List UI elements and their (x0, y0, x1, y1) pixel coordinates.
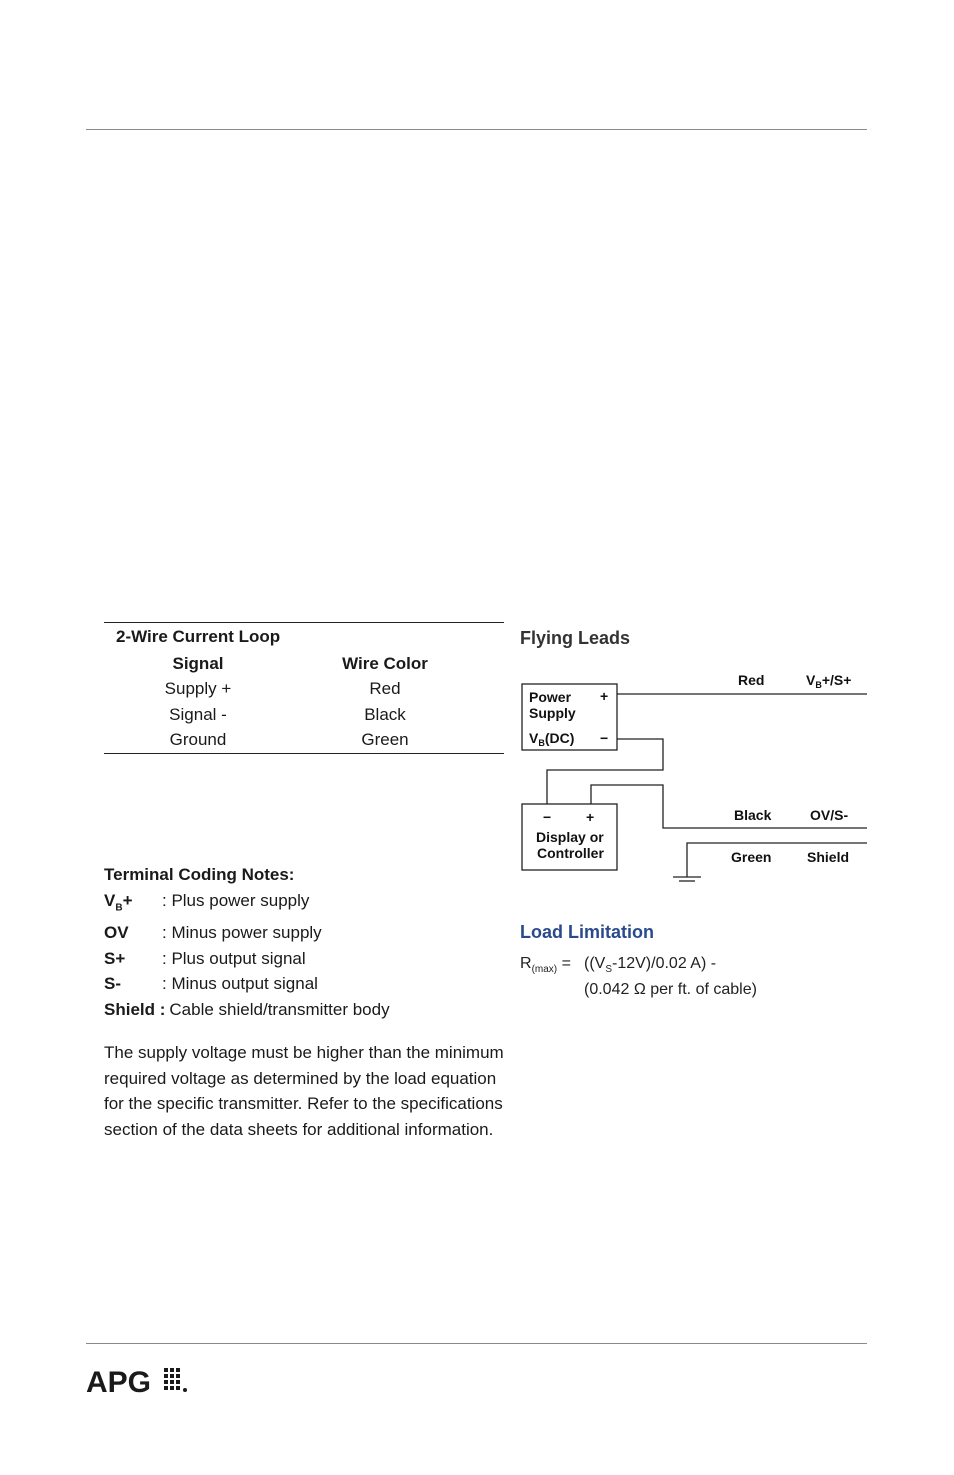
note-item (104, 888, 514, 921)
cell-signal: Ground (169, 730, 227, 750)
note-key: S+ (104, 948, 126, 968)
wire-terminal-ov: OV/S- (810, 807, 849, 823)
table-row (104, 728, 504, 754)
display-label-line1: Display or (536, 829, 604, 845)
power-supply-minus: − (600, 730, 609, 746)
note-desc: : Minus output signal (162, 974, 318, 994)
table-row (104, 677, 504, 703)
wire-terminal-shield: Shield (807, 849, 850, 865)
apg-logo-text: APG (86, 1366, 152, 1398)
table-row (104, 702, 504, 728)
cell-wire-color: Green (361, 730, 409, 750)
note-key: Shield : (104, 999, 166, 1019)
load-limitation-title: Load Limitation (520, 922, 654, 942)
note-key: S- (104, 974, 121, 994)
note-desc: : Minus power supply (162, 923, 322, 943)
cell-signal: Signal - (169, 704, 227, 724)
note-desc: : Plus output signal (162, 948, 306, 968)
note-key: $V_B+$ (104, 890, 133, 913)
supply-voltage-paragraph: The supply voltage must be higher than the minimum required voltage as determined by the load equation for the specific transmitter. Refer to the specifications section of the data sheets for additional information. (104, 1043, 504, 1139)
terminal-coding-notes (104, 862, 514, 1022)
wire-color-table (104, 622, 504, 754)
power-supply-plus: + (600, 688, 609, 704)
header-wire-color: Wire Color (342, 653, 428, 673)
note-desc: : Plus power supply (162, 890, 310, 910)
cell-signal: Supply + (164, 679, 232, 699)
display-label-line2: Controller (537, 845, 604, 861)
supply-minus-wire (547, 739, 663, 804)
formula-lhs: $R_{(max)}$ = (520, 955, 571, 976)
wire-terminal-vb: $V_B+/S+$ (806, 672, 852, 690)
cell-wire-color: Red (369, 679, 401, 699)
flying-leads-title: Flying Leads (520, 628, 631, 648)
table-title: 2-Wire Current Loop (116, 627, 281, 646)
note-key: OV (104, 923, 129, 943)
note-item (104, 971, 514, 997)
note-item (104, 920, 514, 946)
formula-rhs-line1: ($(V_S-12V)/0.02$ A) - (584, 955, 717, 976)
table-header-row (104, 651, 504, 677)
power-supply-vb: $V_B(DC)$ (529, 730, 575, 748)
wire-color-black: Black (734, 807, 772, 823)
power-supply-label-line2: Supply (529, 705, 576, 721)
notes-heading: Terminal Coding Notes: (104, 865, 295, 884)
power-supply-label-line1: Power (529, 689, 572, 705)
flying-leads-wiring-diagram (515, 660, 875, 890)
apg-logo (86, 1362, 196, 1398)
note-desc: Cable shield/transmitter body (169, 999, 390, 1019)
note-item (104, 997, 514, 1023)
formula-rhs-line2: (0.042 Ω per ft. of cable) (584, 981, 757, 998)
wire-color-red: Red (738, 672, 765, 688)
wire-color-green: Green (731, 849, 772, 865)
display-plus: + (586, 809, 595, 825)
bottom-rule (86, 1343, 867, 1344)
header-signal: Signal (172, 653, 224, 673)
display-minus: − (543, 809, 552, 825)
top-rule (86, 129, 867, 130)
cell-wire-color: Black (364, 704, 406, 724)
note-item (104, 946, 514, 972)
apg-logo-grid-mark (164, 1368, 187, 1392)
